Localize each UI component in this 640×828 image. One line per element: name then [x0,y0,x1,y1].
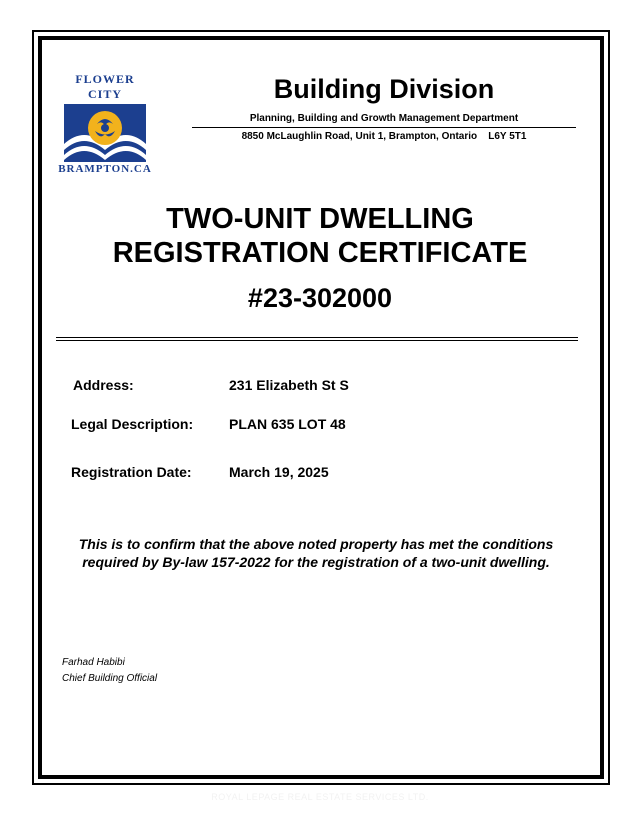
logo-bottom-text: BRAMPTON.CA [58,163,152,175]
office-address: 8850 McLaughlin Road, Unit 1, Brampton, Ontario L6Y 5T1 [241,131,527,142]
logo-top-text: FLOWER CITY [75,72,135,101]
flower-city-emblem-icon [64,104,146,162]
division-title: Building Division [273,74,495,104]
certificate-title-line2: REGISTRATION CERTIFICATE [112,237,528,269]
registration-date-value: March 19, 2025 [229,464,329,480]
brampton-logo [58,72,152,175]
certificate-number: #23-302000 [247,283,393,313]
section-divider-bottom [56,340,578,341]
watermark-text: ROYAL LEPAGE REAL ESTATE SERVICES LTD. [211,792,429,802]
confirmation-line2: required by By-law 157-2022 for the registration of a two-unit dwelling. [82,554,550,570]
department-name: Planning, Building and Growth Management Department [249,113,519,124]
signer-name: Farhad Habibi [62,657,125,668]
address-label: Address: [73,377,134,393]
confirmation-line1: This is to confirm that the above noted property has met the conditions [78,536,554,552]
header-divider [192,127,576,128]
certificate-title [40,202,600,270]
registration-date-label: Registration Date: [71,464,192,480]
confirmation-statement [56,535,576,571]
certificate-title-line1: TWO-UNIT DWELLING [166,203,474,235]
address-value: 231 Elizabeth St S [229,377,349,393]
legal-description-label: Legal Description: [71,416,194,432]
signer-title: Chief Building Official [62,673,158,684]
section-divider-top [56,337,578,338]
legal-description-value: PLAN 635 LOT 48 [229,416,346,432]
